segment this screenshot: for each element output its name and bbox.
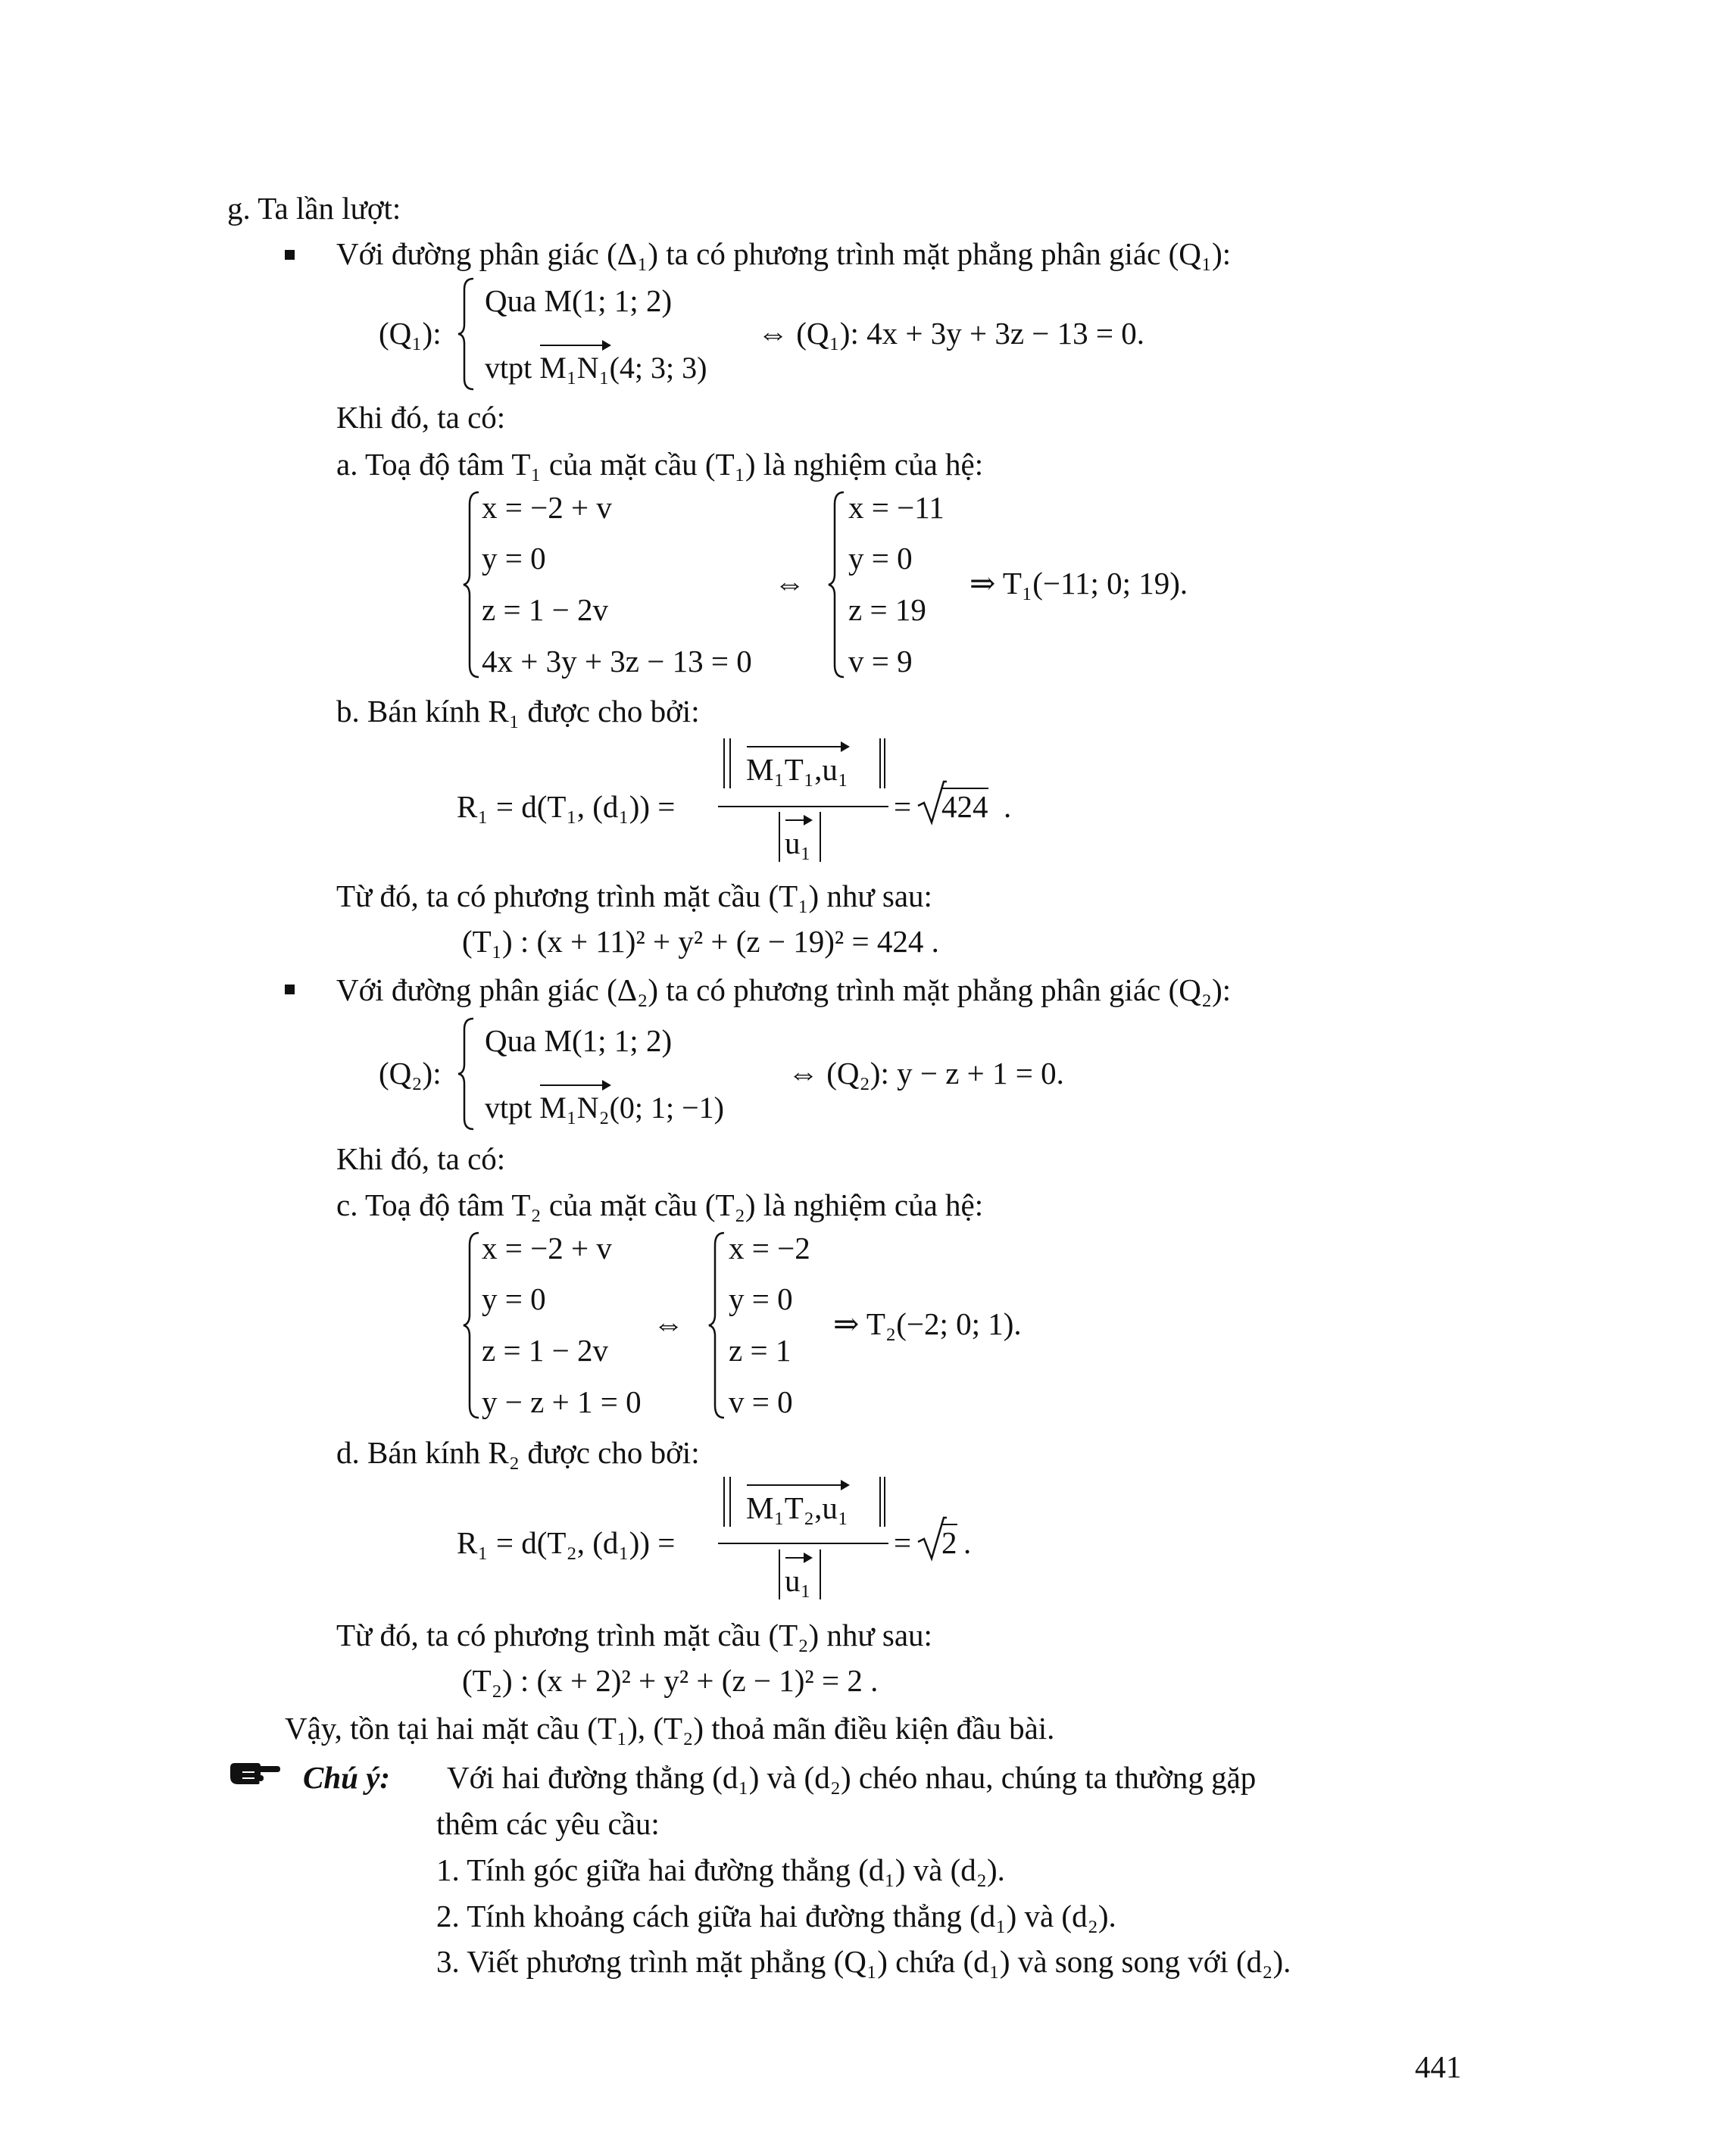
sysA-right-brace — [827, 491, 847, 679]
r2-equals: = — [894, 1525, 912, 1560]
r1-lhs: R₁ = d(T₁, (d₁)) = — [457, 789, 676, 824]
q1-brace — [457, 277, 476, 391]
note-label-text: Chú ý: — [303, 1760, 391, 1795]
r2-sqrt-value: 2 — [941, 1525, 957, 1560]
khi-do-1: Khi đó, ta có: — [336, 400, 506, 435]
bullet-2-text: Với đường phân giác (Δ₂) ta có phương trình mặt phẳng phân giác (Q₂): — [336, 972, 1232, 1007]
q1-equation: ⇔ (Q₁): 4x + 3y + 3z − 13 = 0. — [757, 316, 1145, 351]
sysC-right-3: z = 1 — [729, 1333, 792, 1368]
q1-row2-post: (4; 3; 3) — [609, 351, 707, 385]
conclusion: Vậy, tồn tại hai mặt cầu (T₁), (T₂) thoả mãn điều kiện đầu bài. — [285, 1711, 1055, 1746]
q2-label: (Q₂): — [379, 1056, 442, 1091]
sysA-left-1: x = −2 + v — [482, 490, 612, 525]
r1-fraction-bar — [718, 806, 888, 807]
r1-vector-u1: u₁ — [785, 819, 811, 862]
r2-vector-u1: u₁ — [785, 1557, 811, 1599]
sysC-result: ⇒ T₂(−2; 0; 1). — [833, 1306, 1022, 1341]
r1-period: . — [1004, 789, 1012, 824]
r1-vector-m1t1: M₁T₁,u₁ — [746, 746, 848, 788]
t1-equation: (T₁) : (x + 11)² + y² + (z − 19)² = 424 . — [462, 924, 939, 959]
page-number: 441 — [1415, 2049, 1462, 2084]
item-a-text: a. Toạ độ tâm T₁ của mặt cầu (T₁) là nghiệm của hệ: — [336, 447, 984, 482]
r2-fraction-bar — [718, 1543, 888, 1544]
sysA-left-brace — [462, 491, 482, 679]
q2-row2 — [485, 1084, 724, 1127]
bullet-1-text: Với đường phân giác (Δ₁) ta có phương trình mặt phẳng phân giác (Q₁): — [336, 236, 1232, 271]
q2-row2-post: (0; 1; −1) — [609, 1091, 725, 1125]
r1-sqrt-value: 424 — [941, 789, 988, 824]
q2-equation: ⇔ (Q₂): y − z + 1 = 0. — [788, 1056, 1064, 1091]
bullet-2 — [285, 985, 295, 994]
sysC-left-2: y = 0 — [482, 1281, 546, 1316]
r1-numerator — [746, 746, 848, 788]
sysA-equiv: ⇔ — [774, 566, 805, 601]
tu-do-2: Từ đó, ta có phương trình mặt cầu (T₂) như sau: — [336, 1618, 932, 1652]
r1-equals: = — [894, 789, 912, 824]
khi-do-2: Khi đó, ta có: — [336, 1141, 506, 1176]
q2-row1: Qua M(1; 1; 2) — [485, 1023, 673, 1058]
vector-m1n2: M₁N₂ — [539, 1084, 609, 1127]
sysA-right-4: v = 9 — [848, 644, 913, 679]
note-item-2: 2. Tính khoảng cách giữa hai đường thẳng (d₁) và (d₂). — [436, 1899, 1116, 1933]
note-text-2: thêm các yêu cầu: — [436, 1806, 660, 1841]
sysC-right-4: v = 0 — [729, 1384, 793, 1419]
q2-brace — [457, 1017, 476, 1131]
item-b-text: b. Bán kính R₁ được cho bởi: — [336, 694, 700, 729]
item-c-text: c. Toạ độ tâm T₂ của mặt cầu (T₂) là nghiệm của hệ: — [336, 1187, 984, 1222]
note-item-3: 3. Viết phương trình mặt phẳng (Q₁) chứa (d₁) và song song với (d₂). — [436, 1944, 1291, 1979]
sysC-right-2: y = 0 — [729, 1281, 793, 1316]
tu-do-1: Từ đó, ta có phương trình mặt cầu (T₁) như sau: — [336, 878, 932, 913]
sysA-result: ⇒ T₁(−11; 0; 19). — [969, 566, 1188, 601]
sysA-left-2: y = 0 — [482, 541, 546, 576]
sysA-left-4: 4x + 3y + 3z − 13 = 0 — [482, 644, 752, 679]
q1-row2 — [485, 345, 707, 387]
t2-equation: (T₂) : (x + 2)² + y² + (z − 1)² = 2 . — [462, 1663, 879, 1698]
q1-label: (Q₁): — [379, 316, 442, 351]
sysA-right-2: y = 0 — [848, 541, 913, 576]
pointing-hand-icon — [227, 1757, 282, 1787]
sysC-right-brace — [707, 1231, 727, 1419]
sysC-left-4: y − z + 1 = 0 — [482, 1384, 642, 1419]
bullet-1 — [285, 250, 295, 260]
sysC-right-1: x = −2 — [729, 1231, 810, 1265]
sysC-equiv: ⇔ — [653, 1306, 684, 1341]
q1-row2-pre: vtpt — [485, 351, 532, 385]
q1-row1: Qua M(1; 1; 2) — [485, 283, 673, 318]
sysA-right-3: z = 19 — [848, 592, 926, 627]
vector-m1n1: M₁N₁ — [539, 345, 609, 387]
r2-period: . — [963, 1525, 972, 1560]
item-g-intro: g. Ta lần lượt: — [227, 191, 401, 226]
note-item-1: 1. Tính góc giữa hai đường thẳng (d₁) và (d₂). — [436, 1852, 1005, 1887]
r2-vector-m1t2: M₁T₂,u₁ — [746, 1484, 848, 1527]
note-text-1: Với hai đường thẳng (d₁) và (d₂) chéo nhau, chúng ta thường gặp — [447, 1760, 1257, 1795]
sysA-right-1: x = −11 — [848, 490, 944, 525]
q2-row2-pre: vtpt — [485, 1091, 532, 1125]
r2-numerator — [746, 1484, 848, 1527]
sysA-left-3: z = 1 − 2v — [482, 592, 608, 627]
sysC-left-3: z = 1 − 2v — [482, 1333, 608, 1368]
r1-denominator — [785, 819, 811, 862]
r2-lhs: R₁ = d(T₂, (d₁)) = — [457, 1525, 676, 1560]
sysC-left-1: x = −2 + v — [482, 1231, 612, 1265]
item-d-text: d. Bán kính R₂ được cho bởi: — [336, 1435, 700, 1470]
r2-denominator — [785, 1557, 811, 1599]
note-label — [303, 1758, 390, 1796]
sysC-left-brace — [462, 1231, 482, 1419]
